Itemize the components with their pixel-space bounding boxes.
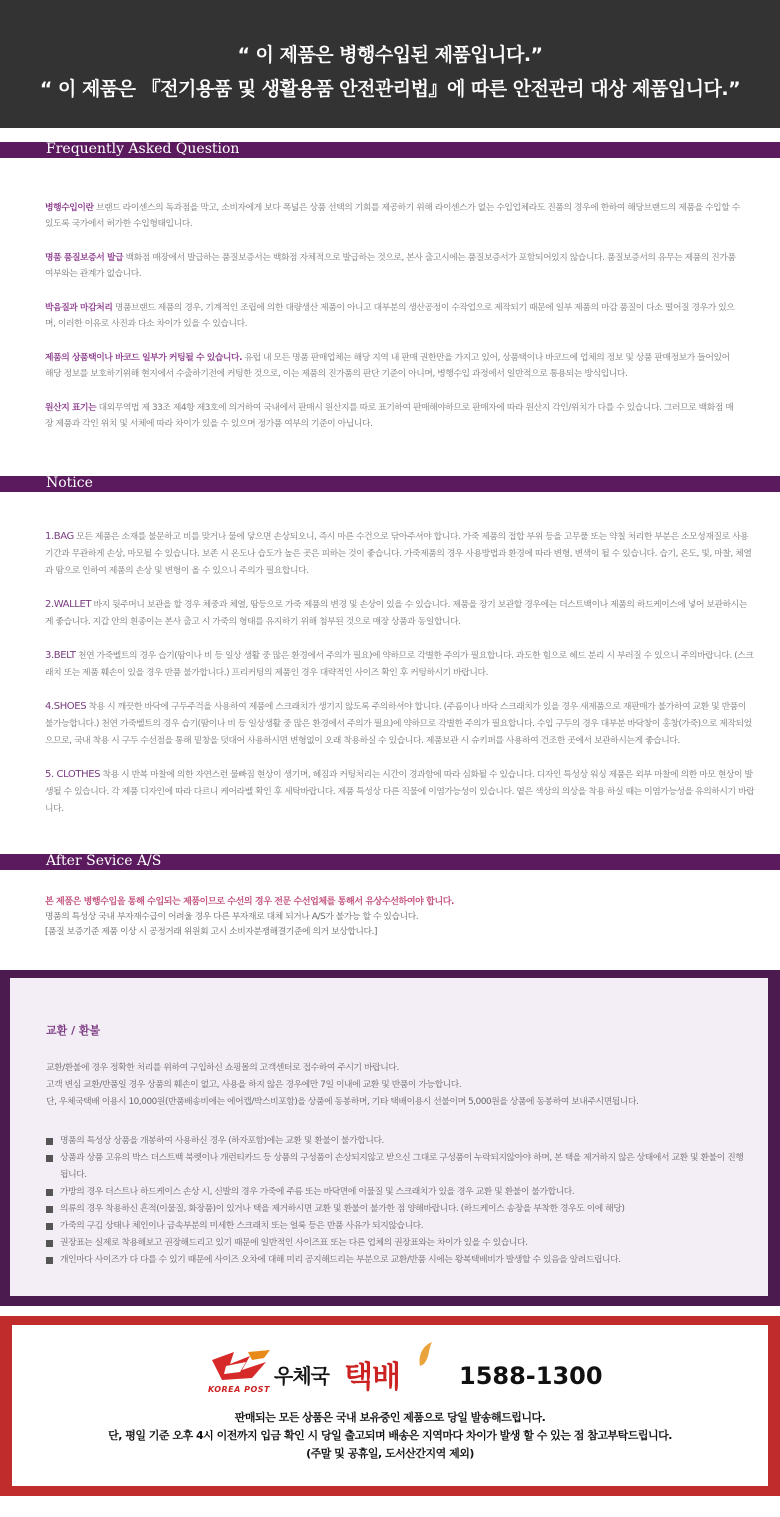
faq-item-title: 박음질과 마감처리	[45, 303, 113, 313]
faq-item	[45, 350, 740, 382]
notice-item	[45, 528, 756, 580]
faq-heading: Frequently Asked Question	[46, 141, 240, 157]
korea-post-logo	[208, 1342, 608, 1398]
list-item-text: 가죽의 구김 상태나 체인이나 금속부분의 미세한 스크래치 또는 얼룩 등은 반품 사유가 되지않습니다.	[60, 1221, 424, 1231]
after-service-warning: 본 제품은 병행수입을 통해 수입되는 제품이므로 수선의 경우 전문 수선업체를 통해서 유상수선하여야 합니다.	[45, 897, 455, 907]
exchange-conditions-list	[46, 1133, 748, 1269]
brand-name-big: 택배	[344, 1360, 400, 1395]
square-bullet-icon	[46, 1189, 53, 1196]
list-item	[46, 1201, 748, 1218]
faq-item	[45, 300, 740, 332]
notice-section	[0, 492, 780, 854]
shipping-frame	[0, 1316, 780, 1496]
exchange-intro-line: 단, 우체국택배 이용시 10,000원(반품배송비에는 에어캡/박스비포함)을 상품에 동봉하며, 기타 택배이용시 선불이며 5,000원을 상품에 동봉하여 보내주시면됩니다.	[46, 1097, 639, 1107]
banner-line-2: “ 이 제품은 『전기용품 및 생활용품 안전관리법』에 따른 안전관리 대상 제품입니다.”	[39, 78, 741, 100]
faq-section	[0, 158, 780, 476]
faq-item-text: 백화점 매장에서 발급하는 품질보증서는 백화점 자체적으로 발급하는 것으로, 본사 출고시에는 품질보증서가 포함되어있지 않습니다. 품질보증서의 유무는 제품의 진가품 여부와는 관계가 없습니다.	[45, 253, 736, 279]
notice-item-text: 모든 제품은 소재를 불문하고 비를 맞거나 물에 닿으면 손상되오니, 즉시 마른 수건으로 닦아주셔야 합니다. 가죽 제품의 접합 부위 등을 고무풀 또는 약칠 처리한 부분은 소모성재질로 사용기간과 무관하게 손상, 마모될 수 있습니다. 보존 시 온도나 습도가 높은 곳은 피하는 것이 좋습니다. 가죽제품의 경우 사용방법과 환경에 따라 변형, 변색이 될 수 있습니다. 습기, 온도, 빛, 마찰, 체열과 땀으로 인하여 제품의 손상 및 변형이 올 수 있으니 주의가 필요합니다.	[45, 532, 752, 576]
notice-item	[45, 698, 756, 750]
exchange-refund-intro	[46, 1060, 748, 1111]
list-item-text: 상품과 상품 고유의 박스 더스트백 북렛이나 개런티카드 등 상품의 구성품이 손상되지않고 받으신 그대로 구성품이 누락되지않아야 하며, 본 택을 제거하지 않은 상태에서 교환 및 환불이 진행됩니다.	[60, 1153, 744, 1180]
exchange-refund-title: 교환 / 환불	[46, 1024, 101, 1037]
square-bullet-icon	[46, 1240, 53, 1247]
korea-post-label: KOREA POST	[208, 1385, 270, 1394]
shipping-box	[12, 1325, 768, 1486]
phone-number: 1588-1300	[459, 1362, 603, 1390]
list-item	[46, 1150, 748, 1184]
after-service-section	[0, 870, 780, 970]
faq-item	[45, 250, 740, 282]
faq-item-text: 대외무역법 제 33조 제4항 제3호에 의거하여 국내에서 판매시 원산지를 따로 표기하여 판매해야하므로 판매자에 따라 원산지 각인/위치가 다를 수 있습니다. 그러므로 백화점 매장 제품과 각인 위치 및 서체에 따라 차이가 있을 수 있으며 정가품 여부의 기준이 아닙니다.	[45, 403, 734, 429]
exchange-refund-frame	[0, 970, 780, 1306]
notice-item-title: 4.SHOES	[45, 701, 87, 712]
notice-item-text: 착용 시 깨끗한 바닥에 구두주걱을 사용하여 제품에 스크래치가 생기지 않도록 주의하셔야 합니다. (주름이나 바닥 스크래치가 있을 경우 새제품으로 재판매가 불가하여 교환 및 반품이 불가능합니다.) 천연 가죽벨트의 경우 습기(땀이나 비 등 일상생활 중 많은 환경에서 주의가 필요)에 약하므로 각별한 주의가 필요합니다. 수입 구두의 경우 대부분 바닥창이 홍창(가죽)으로 제작되었으므로, 국내 착용 시 구두 수선점을 통해 밑창을 덧대어 사용하시면 변형없이 오래 착용하실 수 있습니다. 제품보관 시 슈키퍼를 사용하여 건조한 곳에서 보관하시는게 좋습니다.	[45, 702, 752, 746]
list-item	[46, 1252, 748, 1269]
notice-item	[45, 596, 756, 631]
list-item	[46, 1235, 748, 1252]
exchange-intro-line: 교환/환불에 경우 정확한 처리를 위하여 구입하신 쇼핑몰의 고객센터로 접수하여 주시기 바랍니다.	[46, 1063, 399, 1073]
wing-accent-icon	[416, 1342, 434, 1368]
notice-item-title: 2.WALLET	[45, 599, 92, 610]
faq-item-title: 원산지 표기는	[45, 403, 97, 413]
square-bullet-icon	[46, 1155, 53, 1162]
notice-item-text: 착용 시 반복 마찰에 의한 자연스런 물빠짐 현상이 생기며, 헤짐과 커팅처리는 시간이 경과함에 따라 심화될 수 있습니다. 디자인 특성상 워싱 제품은 외부 마찰에 의한 마모 현상이 발생될 수 있습니다. 각 제품 디자인에 따라 다르니 케어라벨 확인 후 세탁바랍니다. 제품 특성상 다른 직물에 이염가능성이 있습니다. 옅은 색상의 의상을 착용 하실 때는 이염가능성을 유의하시기 바랍니다.	[45, 770, 755, 814]
exchange-refund-box	[10, 978, 768, 1296]
shipping-line: (주말 및 공휴일, 도서산간지역 제외)	[306, 1447, 474, 1460]
list-item-text: 개인마다 사이즈가 다 다를 수 있기 때문에 사이즈 오차에 대해 미리 공지해드리는 부분으로 교환/반품 시에는 왕복택배비가 발생할 수 있음을 알려드립니다.	[60, 1255, 621, 1265]
notice-section-bar	[0, 476, 780, 492]
import-notice-banner	[0, 0, 780, 128]
square-bullet-icon	[46, 1138, 53, 1145]
notice-item-title: 5. CLOTHES	[45, 769, 101, 780]
square-bullet-icon	[46, 1206, 53, 1213]
exchange-intro-line: 고객 변심 교환/반품일 경우 상품의 훼손이 없고, 사용을 하지 않은 경우에만 7일 이내에 교환 및 반품이 가능합니다.	[46, 1080, 462, 1090]
after-service-line: [품질 보증기준 제품 이상 시 공정거래 위원회 고시 소비자분쟁해결기준에 의거 보상합니다.]	[45, 927, 378, 937]
list-item	[46, 1133, 748, 1150]
faq-item-title: 제품의 상품택이나 바코드 일부가 커팅될 수 있습니다.	[45, 353, 243, 363]
faq-item-title: 병행수입이란	[45, 203, 94, 213]
notice-item-title: 3.BELT	[45, 650, 76, 661]
faq-item-title: 명품 품질보증서 발급	[45, 253, 124, 263]
banner-line-1: “ 이 제품은 병행수입된 제품입니다.”	[237, 44, 543, 66]
faq-item	[45, 200, 740, 232]
list-item	[46, 1184, 748, 1201]
faq-item	[45, 400, 740, 432]
notice-item-text: 천연 가죽벨트의 경우 습기(땀이나 비 등 일상 생활 중 많은 환경에서 주의가 필요)에 약하므로 각별한 주의가 필요합니다. 과도한 힘으로 헤드 분리 시 부러질 수 있으니 주의바랍니다. (스크래치 또는 제품 훼손이 있을 경우 반품 불가합니다.) 프리커팅의 제품인 경우 대략적인 사이즈 확인 후 커팅하시기 바랍니다.	[45, 651, 754, 678]
list-item-text: 의류의 경우 착용하신 흔적(이물질, 화장품)이 있거나 택을 제거하시면 교환 및 환불이 불가한 점 양해바랍니다. (하드케이스 송장을 부착한 경우도 이에 해당)	[60, 1204, 625, 1214]
notice-heading: Notice	[46, 475, 93, 491]
faq-section-bar	[0, 142, 780, 158]
faq-item-text: 브랜드 라이센스의 독과점을 막고, 소비자에게 보다 폭넓은 상품 선택의 기회를 제공하기 위해 라이센스가 없는 수입업체라도 진품의 경우에 한하여 해당브랜드의 제품을 수입할 수 있도록 국가에서 허가한 수입형태입니다.	[45, 203, 740, 229]
list-item-text: 가방의 경우 더스트나 하드케이스 손상 시, 신발의 경우 가죽에 주름 또는 바닥면에 이물질 및 스크래치가 있을 경우 교환 및 환불이 불가합니다.	[60, 1187, 575, 1197]
list-item-text: 명품의 특성상 상품을 개봉하여 사용하신 경우 (하자포함)에는 교환 및 환불이 불가합니다.	[60, 1136, 384, 1146]
shipping-info-text	[12, 1409, 768, 1463]
notice-item	[45, 647, 756, 682]
square-bullet-icon	[46, 1223, 53, 1230]
square-bullet-icon	[46, 1257, 53, 1264]
notice-item-title: 1.BAG	[45, 531, 74, 542]
after-service-heading: After Sevice A/S	[46, 853, 162, 869]
brand-name-small: 우체국	[274, 1364, 329, 1388]
faq-item-text: 명품브랜드 제품의 경우, 기계적인 조립에 의한 대량생산 제품이 아니고 대부분의 생산공정이 수작업으로 제작되기 때문에 일부 제품의 마감 품질이 다소 떨어질 경우가 있으며, 이러한 이유로 사진과 다소 차이가 있을 수 있습니다.	[45, 303, 735, 329]
korea-post-wing-icon	[212, 1350, 272, 1384]
notice-item-text: 바지 뒷주머니 보관을 할 경우 체중과 체열, 땀등으로 가죽 제품의 변경 및 손상이 있을 수 있습니다. 제품을 장기 보관할 경우에는 더스트백이나 제품의 하드케이스에 넣어 보관하시는 게 좋습니다. 지갑 안의 흰종이는 본사 출고 시 가죽의 형태를 유지하기 위해 첨부된 것으로 매장 상품과 동일합니다.	[45, 600, 747, 627]
notice-item	[45, 766, 756, 818]
after-service-line: 명품의 특성상 국내 부자재수급이 어려울 경우 다른 부자재로 대체 되거나 A/S가 불가능 할 수 있습니다.	[45, 912, 419, 922]
faq-item-text: 유럽 내 모든 명품 판매업체는 해당 지역 내 판매 권한만을 가지고 있어, 상품택이나 바코드에 업체의 정보 및 상품 판매정보가 들어있어 해당 정보를 보호하기위해 현지에서 수출하기전에 커팅한 것으로, 이는 제품의 진가품의 판단 기준이 아니며, 병행수입 과정에서 일반적으로 통용되는 방식입니다.	[45, 353, 730, 379]
shipping-line: 판매되는 모든 상품은 국내 보유중인 제품으로 당일 발송해드립니다.	[234, 1411, 546, 1424]
shipping-line: 단, 평일 기준 오후 4시 이전까지 입금 확인 시 당일 출고되며 배송은 지역마다 차이가 발생 할 수 있는 점 참고부탁드립니다.	[108, 1429, 672, 1442]
after-service-section-bar	[0, 854, 780, 870]
list-item	[46, 1218, 748, 1235]
list-item-text: 권장표는 실제로 착용해보고 권장해드리고 있기 때문에 일반적인 사이즈표 또는 다른 업체의 권장표와는 차이가 있을 수 있습니다.	[60, 1238, 528, 1248]
